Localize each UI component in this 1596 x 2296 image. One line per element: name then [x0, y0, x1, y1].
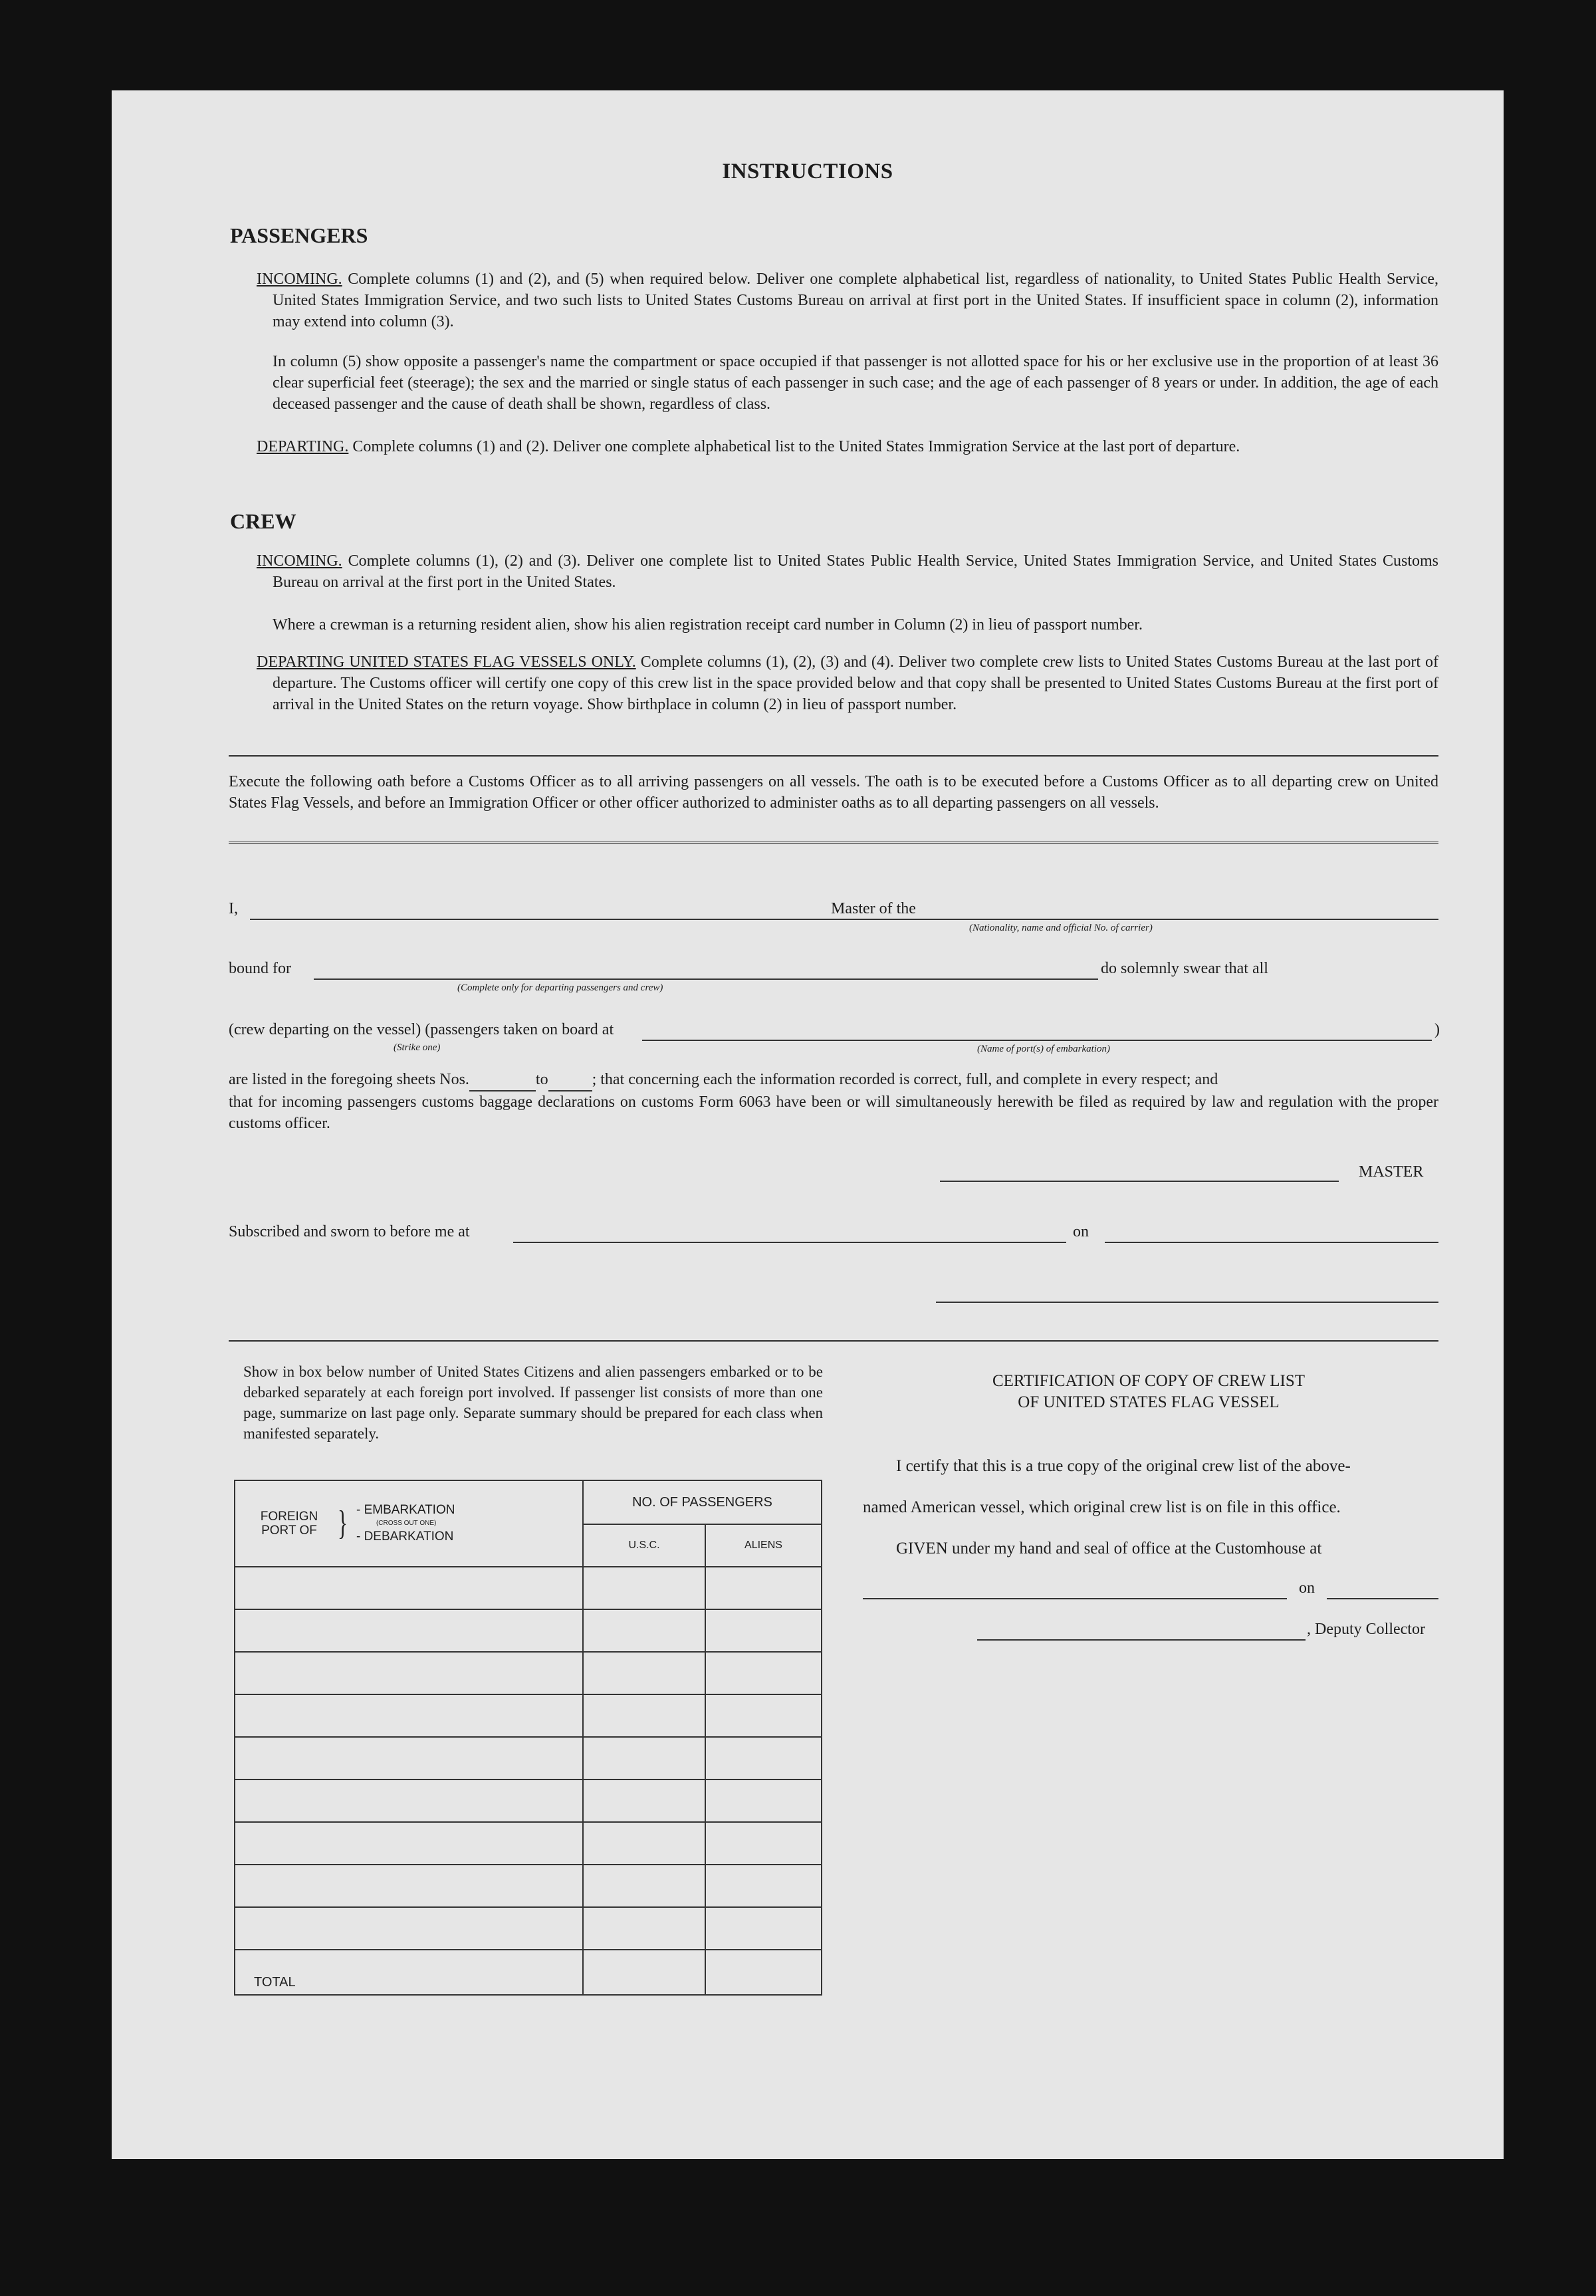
on-label: on: [1073, 1223, 1089, 1240]
crew-departing-label: DEPARTING UNITED STATES FLAG VESSELS ONLY.: [257, 653, 636, 671]
carrier-hint: (Nationality, name and official No. of carrier): [969, 923, 1153, 933]
oath-intro: Execute the following oath before a Customs Officer as to all arriving passengers on all vessels. The oath is to be executed before a Customs Officer as to all departing crew on United States Flag Vessels, and before an Immigration Officer or other officer authorized to administer oaths as to all departing passengers on all vessels.: [229, 773, 1438, 812]
page-title: INSTRUCTIONS: [722, 160, 893, 183]
sworn-place-field[interactable]: [513, 1242, 1066, 1243]
usc-cell[interactable]: [583, 1694, 705, 1737]
table-row: [235, 1694, 822, 1737]
master-signature-field[interactable]: [940, 1181, 1339, 1182]
aliens-cell[interactable]: [705, 1907, 822, 1950]
carrier-field[interactable]: [940, 919, 1438, 920]
foreign-port-of: FOREIGN PORT OF: [260, 1510, 318, 1538]
aliens-header: ALIENS: [705, 1524, 822, 1567]
usc-total-cell[interactable]: [583, 1950, 705, 1995]
close-paren: ): [1434, 1021, 1440, 1038]
passenger-summary-table: [234, 1480, 822, 1996]
usc-cell[interactable]: [583, 1567, 705, 1609]
listed-b: ; that concerning each the information recorded is correct, full, and complete in every respect; and: [592, 1071, 1218, 1088]
master-label: MASTER: [1359, 1163, 1424, 1181]
total-label: TOTAL: [235, 1950, 583, 1995]
customhouse-field[interactable]: [863, 1598, 1287, 1599]
aliens-cell[interactable]: [705, 1652, 822, 1694]
certification-line-1: I certify that this is a true copy of the original crew list of the above-: [896, 1457, 1351, 1475]
port-cell[interactable]: [235, 1737, 583, 1779]
deputy-signature-field[interactable]: [977, 1639, 1306, 1641]
port-cell[interactable]: [235, 1907, 583, 1950]
crew-resident: Where a crewman is a returning resident alien, show his alien registration receipt card number in Column (2) in lieu of passport number.: [273, 616, 1143, 633]
aliens-cell[interactable]: [705, 1865, 822, 1907]
port-cell[interactable]: [235, 1779, 583, 1822]
swear-text: do solemnly swear that all: [1101, 960, 1268, 977]
aliens-total-cell[interactable]: [705, 1950, 822, 1995]
cross-out-label: (CROSS OUT ONE): [376, 1520, 437, 1527]
passengers-departing: [257, 436, 1438, 457]
officer-signature-field[interactable]: [936, 1302, 1438, 1303]
bound-for-field[interactable]: [314, 978, 1098, 980]
port-cell[interactable]: [235, 1822, 583, 1865]
port-header-cell: [235, 1480, 583, 1567]
usc-cell[interactable]: [583, 1779, 705, 1822]
usc-cell[interactable]: [583, 1865, 705, 1907]
table-row: [235, 1652, 822, 1694]
port-cell[interactable]: [235, 1567, 583, 1609]
usc-cell[interactable]: [583, 1652, 705, 1694]
crew-departing: [257, 651, 1438, 715]
master-of-the: Master of the: [831, 900, 916, 917]
table-row: [235, 1567, 822, 1609]
passengers-heading: PASSENGERS: [230, 223, 368, 247]
table-row: [235, 1907, 822, 1950]
aliens-cell[interactable]: [705, 1822, 822, 1865]
usc-cell[interactable]: [583, 1907, 705, 1950]
certification-on: on: [1299, 1579, 1315, 1597]
crew-departing-text: (crew departing on the vessel) (passengers taken on board at: [229, 1021, 614, 1038]
no-of-passengers-header: NO. OF PASSENGERS: [583, 1480, 822, 1524]
subscribed-text: Subscribed and sworn to before me at: [229, 1223, 470, 1240]
crew-incoming-text: Complete columns (1), (2) and (3). Deliver one complete list to United States Public Health Service, United States Immigration Service, and United States Customs Bureau on arrival at the first port in the United States.: [273, 552, 1438, 591]
form-sheet: [112, 90, 1504, 2159]
aliens-cell[interactable]: [705, 1779, 822, 1822]
ports-field[interactable]: [642, 1040, 1432, 1041]
aliens-cell[interactable]: [705, 1567, 822, 1609]
divider: [229, 1340, 1438, 1342]
divider: [229, 755, 1438, 757]
table-row: [235, 1779, 822, 1822]
usc-cell[interactable]: [583, 1737, 705, 1779]
listed-a: are listed in the foregoing sheets Nos.: [229, 1071, 469, 1088]
divider: [229, 842, 1438, 844]
port-cell[interactable]: [235, 1865, 583, 1907]
crew-incoming-label: INCOMING.: [257, 552, 342, 570]
debarkation-label: - DEBARKATION: [356, 1530, 454, 1544]
table-row: [235, 1609, 822, 1652]
port-cell[interactable]: [235, 1652, 583, 1694]
deputy-collector-label: , Deputy Collector: [1307, 1621, 1425, 1638]
usc-cell[interactable]: [583, 1609, 705, 1652]
sheet-from-field[interactable]: [469, 1069, 536, 1091]
brace-icon: }: [337, 1504, 348, 1542]
passengers-incoming: [257, 269, 1438, 332]
embarkation-label: - EMBARKATION: [356, 1503, 455, 1517]
usc-header: U.S.C.: [583, 1524, 705, 1567]
summary-instructions: Show in box below number of United States Citizens and alien passengers embarked or to be debarked separately at each foreign port involved. If passenger list consists of more than one page, summarize on last page only. Separate summary should be prepared for each class when manifested separately.: [243, 1363, 823, 1442]
aliens-cell[interactable]: [705, 1694, 822, 1737]
crew-heading: CREW: [230, 509, 296, 533]
strike-one: (Strike one): [394, 1042, 441, 1053]
table-row: [235, 1822, 822, 1865]
passengers-incoming-text: Complete columns (1) and (2), and (5) when required below. Deliver one complete alphabetical list, regardless of nationality, to United States Public Health Service, United States Immigration Service, and two such lists to United States Customs Bureau on arrival at first port in the United States. If insufficient space in column (2), information may extend into column (3).: [273, 271, 1439, 330]
crew-incoming: [257, 550, 1438, 593]
ports-hint: (Name of port(s) of embarkation): [977, 1044, 1110, 1054]
certification-heading-2: OF UNITED STATES FLAG VESSEL: [1018, 1393, 1280, 1411]
table-row: [235, 1865, 822, 1907]
certification-date-field[interactable]: [1327, 1598, 1438, 1599]
oath-i: I,: [229, 900, 238, 917]
listed-to: to: [535, 1071, 548, 1088]
bound-hint: (Complete only for departing passengers and crew): [457, 982, 663, 993]
certification-heading-1: CERTIFICATION OF COPY OF CREW LIST: [992, 1372, 1306, 1390]
table-row: [235, 1737, 822, 1779]
listed-paragraph: [229, 1069, 1438, 1134]
aliens-cell[interactable]: [705, 1609, 822, 1652]
bound-for: bound for: [229, 960, 291, 977]
total-row: [235, 1950, 822, 1995]
crew-departing-text: Complete columns (1), (2), (3) and (4). Deliver two complete crew lists to United States Customs Bureau at the last port of departure. The Customs officer will certify one copy of this crew list in the space provided below and that copy shall be presented to United States Customs Bureau at the first port of arrival in the United States on the return voyage. Show birthplace in column (2) in lieu of passport number.: [273, 653, 1438, 713]
master-name-field[interactable]: [250, 919, 941, 920]
passengers-departing-text: Complete columns (1) and (2). Deliver one complete alphabetical list to the United States Immigration Service at the last port of departure.: [352, 438, 1240, 455]
certification-line-2: named American vessel, which original crew list is on file in this office.: [863, 1498, 1341, 1516]
sheet-to-field[interactable]: [548, 1069, 592, 1091]
sworn-date-field[interactable]: [1105, 1242, 1438, 1243]
listed-c: that for incoming passengers customs baggage declarations on customs Form 6063 have been or will simultaneously herewith be filed as required by law and regulation with the proper customs officer.: [229, 1093, 1438, 1132]
passengers-incoming-label: INCOMING.: [257, 271, 342, 288]
aliens-cell[interactable]: [705, 1737, 822, 1779]
usc-cell[interactable]: [583, 1822, 705, 1865]
port-cell[interactable]: [235, 1694, 583, 1737]
port-cell[interactable]: [235, 1609, 583, 1652]
passengers-departing-label: DEPARTING.: [257, 438, 349, 455]
certification-line-3: GIVEN under my hand and seal of office at the Customhouse at: [896, 1540, 1322, 1557]
passengers-column5: In column (5) show opposite a passenger's name the compartment or space occupied if that passenger is not allotted space for his or her exclusive use in the proportion of at least 36 clear superficial feet (steerage); the sex and the married or single status of each passenger in such case; and the age of each passenger of 8 years or under. In addition, the age of each deceased passenger and the cause of death shall be shown, regardless of class.: [273, 353, 1438, 413]
